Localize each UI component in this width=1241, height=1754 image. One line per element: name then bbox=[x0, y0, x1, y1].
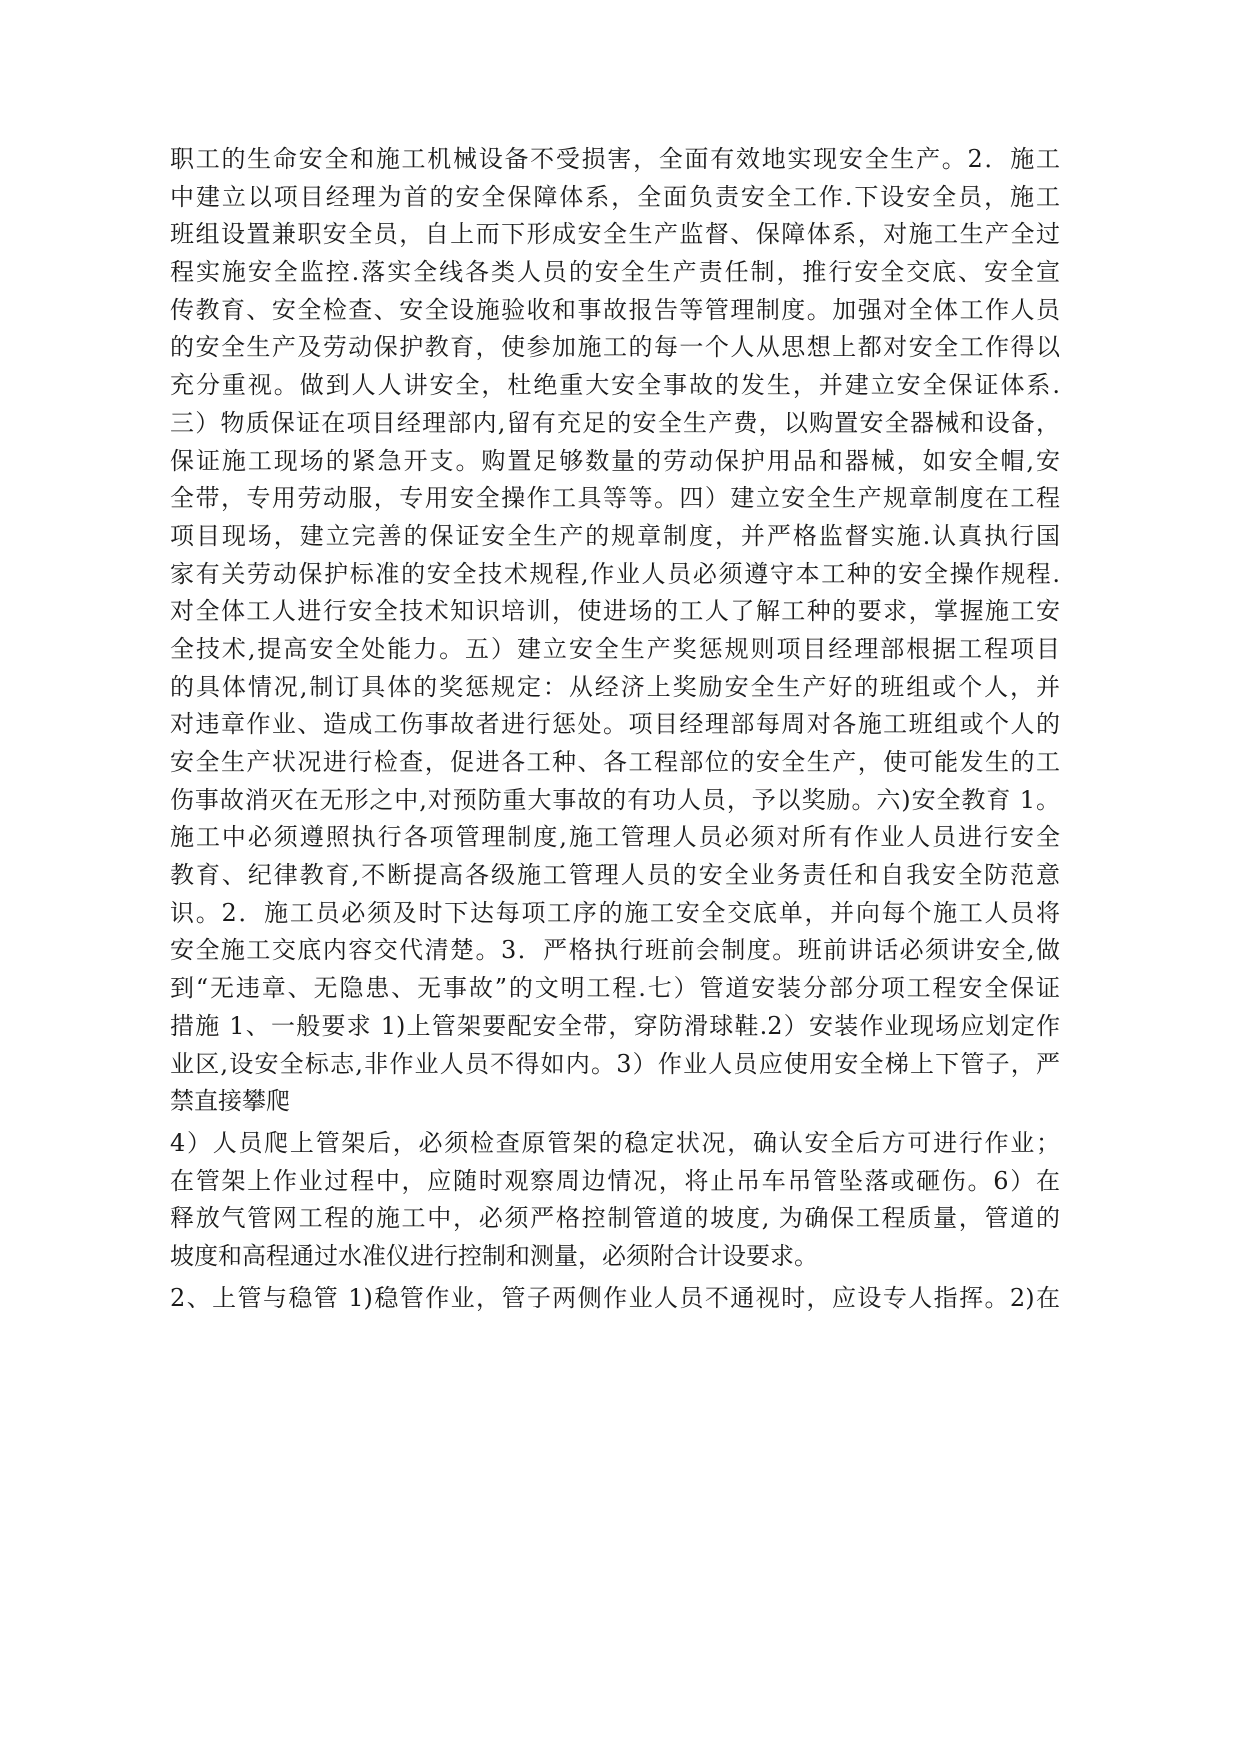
text-line: 项目现场，建立完善的保证安全生产的规章制度，并严格监督实施.认真执行国 bbox=[170, 521, 1060, 550]
text-line: 2、上管与稳管 1)稳管作业，管子两侧作业人员不通视时，应设专人指挥。2)在 bbox=[170, 1283, 1060, 1312]
text-line: 对全体工人进行安全技术知识培训，使进场的工人了解工种的要求，掌握施工安 bbox=[170, 597, 1060, 626]
text-line: 班组设置兼职安全员，自上而下形成安全生产监督、保障体系，对施工生产全过 bbox=[170, 220, 1060, 249]
text-line: 措施 1、一般要求 1)上管架要配安全带，穿防滑球鞋.2）安装作业现场应划定作 bbox=[170, 1011, 1060, 1040]
text-line: 全带，专用劳动服，专用安全操作工具等等。四）建立安全生产规章制度在工程 bbox=[170, 484, 1060, 513]
text-line: 的具体情况,制订具体的奖惩规定：从经济上奖励安全生产好的班组或个人，并 bbox=[170, 672, 1060, 701]
text-line: 施工中必须遵照执行各项管理制度,施工管理人员必须对所有作业人员进行安全 bbox=[170, 823, 1060, 852]
body-text bbox=[170, 141, 1060, 1317]
text-line: 识。2．施工员必须及时下达每项工序的施工安全交底单，并向每个施工人员将 bbox=[170, 898, 1060, 927]
paragraph-pipe-laying bbox=[170, 1280, 1060, 1318]
text-line: 传教育、安全检查、安全设施验收和事故报告等管理制度。加强对全体工作人员 bbox=[170, 295, 1060, 324]
text-line: 安全施工交底内容交代清楚。3．严格执行班前会制度。班前讲话必须讲安全,做 bbox=[170, 936, 1060, 965]
text-line: 释放气管网工程的施工中，必须严格控制管道的坡度, 为确保工程质量，管道的 bbox=[170, 1204, 1060, 1233]
text-line: 业区,设安全标志,非作业人员不得如内。3）作业人员应使用安全梯上下管子，严 bbox=[170, 1049, 1060, 1078]
text-line: 中建立以项目经理为首的安全保障体系，全面负责安全工作.下设安全员，施工 bbox=[170, 182, 1060, 211]
text-line: 安全生产状况进行检查，促进各工种、各工程部位的安全生产，使可能发生的工 bbox=[170, 748, 1060, 776]
text-line: 家有关劳动保护标准的安全技术规程,作业人员必须遵守本工种的安全操作规程. bbox=[170, 559, 1060, 588]
text-line: 在管架上作业过程中，应随时观察周边情况，将止吊车吊管坠落或砸伤。6）在 bbox=[170, 1166, 1060, 1195]
text-line: 保证施工现场的紧急开支。购置足够数量的劳动保护用品和器械，如安全帽,安 bbox=[170, 446, 1060, 475]
text-line: 到“无违章、无隐患、无事故”的文明工程.七）管道安装分部分项工程安全保证 bbox=[170, 974, 1060, 1003]
text-line: 伤事故消灭在无形之中,对预防重大事故的有功人员，予以奖励。六)安全教育 1。 bbox=[170, 785, 1060, 814]
text-line: 的安全生产及劳动保护教育，使参加施工的每一个人从思想上都对安全工作得以 bbox=[170, 333, 1060, 362]
text-line: 对违章作业、造成工伤事故者进行惩处。项目经理部每周对各施工班组或个人的 bbox=[170, 710, 1060, 739]
text-line: 三）物质保证在项目经理部内,留有充足的安全生产费，以购置安全器械和设备， bbox=[170, 408, 1060, 437]
text-line: 禁直接攀爬 bbox=[170, 1087, 290, 1116]
text-line: 教育、纪律教育,不断提高各级施工管理人员的安全业务责任和自我安全防范意 bbox=[170, 861, 1060, 890]
paragraph-pipe-rack-work bbox=[170, 1125, 1060, 1276]
paragraph-safety-measures bbox=[170, 141, 1060, 1121]
text-line: 充分重视。做到人人讲安全，杜绝重大安全事故的发生，并建立安全保证体系. bbox=[170, 371, 1060, 400]
text-line: 全技术,提高安全处能力。五）建立安全生产奖惩规则项目经理部根据工程项目 bbox=[170, 634, 1060, 663]
text-line: 4）人员爬上管架后，必须检查原管架的稳定状况，确认安全后方可进行作业； bbox=[170, 1128, 1060, 1157]
text-line: 坡度和高程通过水准仪进行控制和测量，必须附合计设要求。 bbox=[170, 1241, 818, 1270]
text-line: 职工的生命安全和施工机械设备不受损害，全面有效地实现安全生产。2．施工 bbox=[170, 145, 1060, 173]
text-line: 程实施安全监控.落实全线各类人员的安全生产责任制，推行安全交底、安全宣 bbox=[170, 258, 1060, 287]
